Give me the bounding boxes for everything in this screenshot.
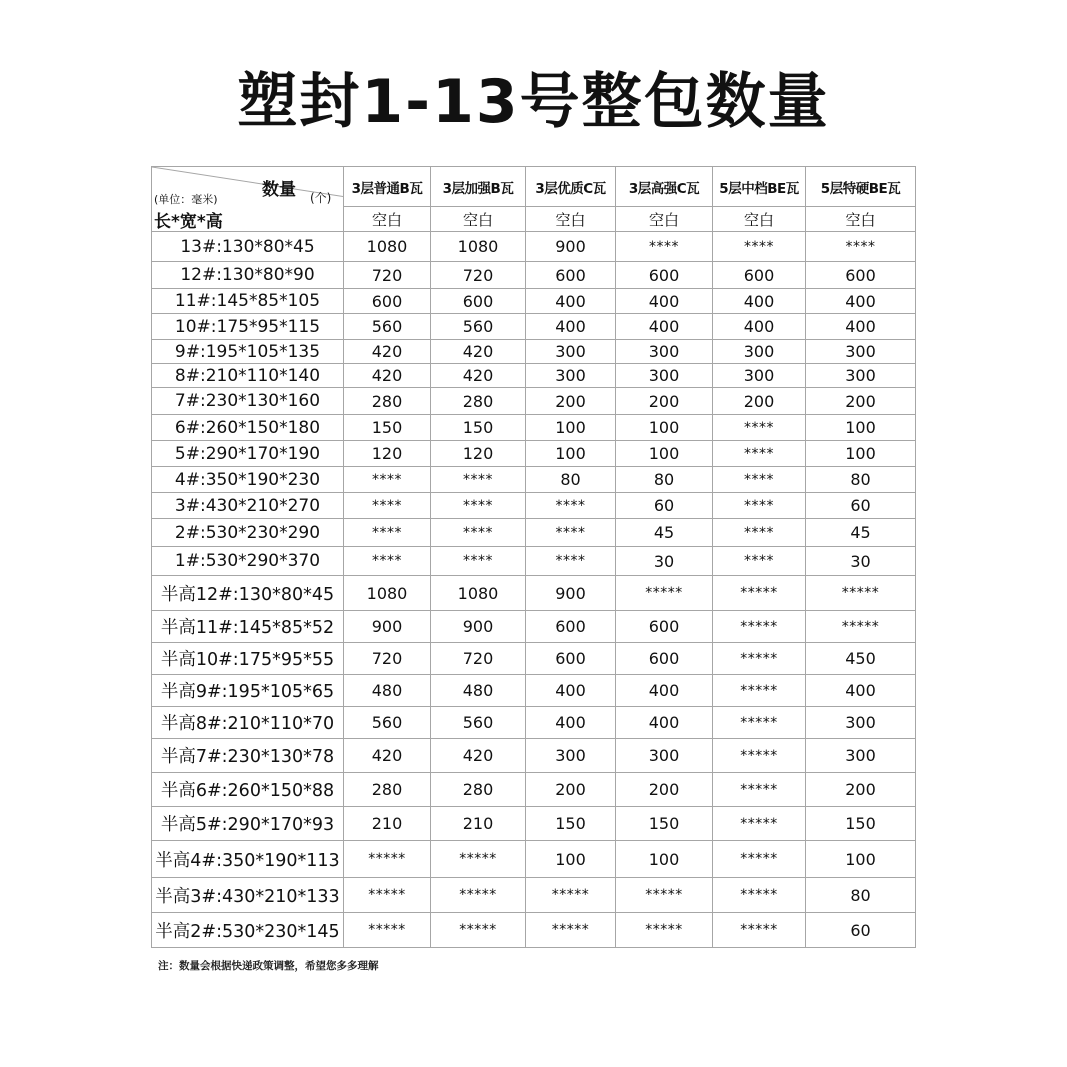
table-row: [152, 547, 916, 576]
quantity-cell: *****: [616, 576, 713, 611]
size-cell: 13#:130*80*45: [152, 232, 344, 262]
quantity-unit: (个): [310, 191, 332, 205]
quantity-cell: ****: [431, 547, 526, 576]
quantity-cell: 300: [616, 739, 713, 773]
quantity-cell: *****: [431, 841, 526, 878]
quantity-cell: *****: [713, 739, 806, 773]
quantity-cell: 100: [616, 415, 713, 441]
quantity-table: [151, 166, 916, 948]
size-cell: 4#:350*190*230: [152, 467, 344, 493]
quantity-cell: 80: [526, 467, 616, 493]
quantity-cell: 300: [526, 364, 616, 388]
size-cell: 半高12#:130*80*45: [152, 576, 344, 611]
quantity-cell: 400: [713, 314, 806, 340]
quantity-cell: 450: [806, 643, 916, 675]
quantity-cell: 45: [806, 519, 916, 547]
table-row: [152, 519, 916, 547]
quantity-cell: 400: [526, 289, 616, 314]
size-cell: 半高2#:530*230*145: [152, 913, 344, 948]
quantity-cell: 420: [431, 364, 526, 388]
quantity-cell: *****: [713, 707, 806, 739]
column-subheader: 空白: [713, 207, 806, 232]
quantity-cell: ****: [616, 232, 713, 262]
quantity-cell: ****: [713, 441, 806, 467]
quantity-cell: 200: [616, 773, 713, 807]
quantity-cell: 100: [526, 441, 616, 467]
quantity-cell: 300: [806, 340, 916, 364]
quantity-cell: 300: [526, 739, 616, 773]
quantity-cell: ****: [713, 232, 806, 262]
quantity-cell: 400: [526, 314, 616, 340]
quantity-cell: *****: [806, 576, 916, 611]
quantity-cell: 560: [344, 707, 431, 739]
quantity-cell: *****: [344, 841, 431, 878]
quantity-cell: *****: [526, 878, 616, 913]
quantity-cell: 300: [806, 739, 916, 773]
header-row: [152, 167, 916, 207]
quantity-cell: 900: [344, 611, 431, 643]
size-cell: 半高7#:230*130*78: [152, 739, 344, 773]
quantity-cell: 100: [526, 415, 616, 441]
quantity-cell: 600: [806, 262, 916, 289]
quantity-cell: 80: [806, 878, 916, 913]
quantity-cell: ****: [713, 519, 806, 547]
quantity-cell: 300: [713, 340, 806, 364]
quantity-cell: ****: [713, 547, 806, 576]
quantity-cell: 600: [616, 611, 713, 643]
quantity-cell: *****: [713, 878, 806, 913]
quantity-cell: 200: [526, 388, 616, 415]
quantity-cell: 600: [526, 643, 616, 675]
size-cell: 9#:195*105*135: [152, 340, 344, 364]
quantity-cell: ****: [431, 519, 526, 547]
quantity-cell: 400: [616, 314, 713, 340]
quantity-cell: 720: [431, 643, 526, 675]
table-row: [152, 878, 916, 913]
quantity-cell: 600: [344, 289, 431, 314]
quantity-cell: 150: [344, 415, 431, 441]
quantity-cell: 720: [344, 643, 431, 675]
dims-label: 长*宽*高: [154, 212, 223, 232]
table-row: [152, 467, 916, 493]
quantity-cell: *****: [713, 675, 806, 707]
size-cell: 7#:230*130*160: [152, 388, 344, 415]
quantity-cell: 600: [616, 262, 713, 289]
quantity-cell: 600: [526, 262, 616, 289]
quantity-cell: *****: [616, 913, 713, 948]
column-header: 3层高强C瓦: [616, 167, 713, 207]
quantity-cell: ****: [713, 467, 806, 493]
quantity-cell: *****: [713, 773, 806, 807]
table-row: [152, 611, 916, 643]
quantity-cell: 900: [526, 576, 616, 611]
table-row: [152, 415, 916, 441]
size-cell: 半高8#:210*110*70: [152, 707, 344, 739]
quantity-cell: 560: [431, 314, 526, 340]
quantity-cell: 60: [806, 913, 916, 948]
quantity-cell: 280: [431, 773, 526, 807]
size-cell: 2#:530*230*290: [152, 519, 344, 547]
quantity-cell: 1080: [344, 232, 431, 262]
table-row: [152, 441, 916, 467]
quantity-cell: 1080: [344, 576, 431, 611]
quantity-cell: ****: [526, 493, 616, 519]
quantity-cell: 100: [806, 841, 916, 878]
size-cell: 半高10#:175*95*55: [152, 643, 344, 675]
quantity-cell: 720: [431, 262, 526, 289]
quantity-cell: 900: [431, 611, 526, 643]
quantity-cell: 420: [431, 739, 526, 773]
column-header: 5层特硬BE瓦: [806, 167, 916, 207]
table-row: [152, 262, 916, 289]
quantity-cell: 480: [344, 675, 431, 707]
quantity-cell: 200: [713, 388, 806, 415]
quantity-cell: ****: [344, 547, 431, 576]
quantity-cell: *****: [713, 807, 806, 841]
size-cell: 10#:175*95*115: [152, 314, 344, 340]
table-row: [152, 913, 916, 948]
quantity-cell: 600: [431, 289, 526, 314]
quantity-cell: 1080: [431, 576, 526, 611]
quantity-cell: 600: [616, 643, 713, 675]
table-row: [152, 364, 916, 388]
quantity-cell: 210: [344, 807, 431, 841]
quantity-cell: 200: [806, 388, 916, 415]
quantity-cell: 300: [806, 364, 916, 388]
quantity-cell: ****: [344, 467, 431, 493]
quantity-cell: 60: [806, 493, 916, 519]
quantity-cell: ****: [431, 493, 526, 519]
quantity-cell: *****: [713, 643, 806, 675]
quantity-cell: ****: [713, 415, 806, 441]
size-cell: 8#:210*110*140: [152, 364, 344, 388]
table-row: [152, 232, 916, 262]
quantity-cell: 120: [431, 441, 526, 467]
table-row: [152, 643, 916, 675]
quantity-cell: *****: [713, 611, 806, 643]
quantity-cell: ****: [431, 467, 526, 493]
quantity-cell: *****: [344, 913, 431, 948]
quantity-cell: 100: [526, 841, 616, 878]
size-cell: 半高5#:290*170*93: [152, 807, 344, 841]
quantity-cell: 300: [616, 364, 713, 388]
quantity-cell: 120: [344, 441, 431, 467]
size-cell: 半高11#:145*85*52: [152, 611, 344, 643]
quantity-cell: 60: [616, 493, 713, 519]
quantity-cell: *****: [616, 878, 713, 913]
quantity-cell: 200: [616, 388, 713, 415]
quantity-cell: 420: [344, 739, 431, 773]
table-row: [152, 388, 916, 415]
size-cell: 半高4#:350*190*113: [152, 841, 344, 878]
quantity-cell: *****: [526, 913, 616, 948]
quantity-cell: 30: [616, 547, 713, 576]
table-row: [152, 493, 916, 519]
size-cell: 半高9#:195*105*65: [152, 675, 344, 707]
quantity-cell: 300: [616, 340, 713, 364]
quantity-cell: 300: [806, 707, 916, 739]
quantity-cell: 200: [806, 773, 916, 807]
quantity-cell: ****: [526, 519, 616, 547]
quantity-cell: 400: [806, 675, 916, 707]
unit-label: (单位：毫米): [154, 193, 218, 206]
quantity-cell: 100: [616, 841, 713, 878]
quantity-cell: 420: [344, 340, 431, 364]
size-cell: 1#:530*290*370: [152, 547, 344, 576]
quantity-cell: 400: [806, 314, 916, 340]
column-header: 3层加强B瓦: [431, 167, 526, 207]
quantity-cell: 150: [616, 807, 713, 841]
footnote: 注：数量会根据快递政策调整，希望您多多理解: [158, 960, 379, 972]
column-header: 3层普通B瓦: [344, 167, 431, 207]
quantity-cell: 300: [526, 340, 616, 364]
quantity-cell: 280: [431, 388, 526, 415]
size-cell: 半高3#:430*210*133: [152, 878, 344, 913]
quantity-cell: 210: [431, 807, 526, 841]
size-cell: 半高6#:260*150*88: [152, 773, 344, 807]
corner-cell: [152, 167, 344, 232]
size-cell: 11#:145*85*105: [152, 289, 344, 314]
quantity-cell: 300: [713, 364, 806, 388]
quantity-cell: 420: [431, 340, 526, 364]
quantity-cell: 900: [526, 232, 616, 262]
table-row: [152, 707, 916, 739]
column-subheader: 空白: [806, 207, 916, 232]
quantity-cell: 45: [616, 519, 713, 547]
page-title: 塑封1-13号整包数量: [237, 67, 830, 137]
table-row: [152, 841, 916, 878]
quantity-cell: ****: [344, 493, 431, 519]
size-cell: 5#:290*170*190: [152, 441, 344, 467]
size-cell: 12#:130*80*90: [152, 262, 344, 289]
quantity-cell: *****: [431, 878, 526, 913]
size-cell: 6#:260*150*180: [152, 415, 344, 441]
quantity-cell: ****: [526, 547, 616, 576]
table-row: [152, 314, 916, 340]
quantity-cell: 600: [526, 611, 616, 643]
quantity-cell: 80: [616, 467, 713, 493]
quantity-cell: 420: [344, 364, 431, 388]
quantity-cell: *****: [344, 878, 431, 913]
column-subheader: 空白: [431, 207, 526, 232]
quantity-cell: 720: [344, 262, 431, 289]
quantity-cell: 200: [526, 773, 616, 807]
table-row: [152, 807, 916, 841]
table-row: [152, 340, 916, 364]
quantity-cell: ****: [344, 519, 431, 547]
quantity-cell: 400: [616, 707, 713, 739]
size-cell: 3#:430*210*270: [152, 493, 344, 519]
quantity-cell: 100: [616, 441, 713, 467]
table-row: [152, 773, 916, 807]
quantity-cell: ****: [806, 232, 916, 262]
column-header: 5层中档BE瓦: [713, 167, 806, 207]
quantity-cell: 400: [616, 675, 713, 707]
quantity-cell: 100: [806, 441, 916, 467]
quantity-cell: *****: [713, 841, 806, 878]
quantity-cell: 1080: [431, 232, 526, 262]
quantity-cell: 150: [806, 807, 916, 841]
table-row: [152, 739, 916, 773]
quantity-cell: 400: [616, 289, 713, 314]
quantity-cell: 280: [344, 388, 431, 415]
quantity-cell: 480: [431, 675, 526, 707]
quantity-cell: 80: [806, 467, 916, 493]
table-row: [152, 675, 916, 707]
quantity-cell: 560: [431, 707, 526, 739]
quantity-cell: *****: [431, 913, 526, 948]
quantity-cell: 400: [806, 289, 916, 314]
quantity-cell: 30: [806, 547, 916, 576]
quantity-cell: 400: [713, 289, 806, 314]
quantity-cell: *****: [713, 576, 806, 611]
quantity-cell: 600: [713, 262, 806, 289]
table-row: [152, 576, 916, 611]
quantity-cell: *****: [713, 913, 806, 948]
quantity-label: 数量: [262, 180, 296, 200]
column-header: 3层优质C瓦: [526, 167, 616, 207]
column-subheader: 空白: [344, 207, 431, 232]
quantity-cell: 100: [806, 415, 916, 441]
table-row: [152, 289, 916, 314]
quantity-cell: 400: [526, 675, 616, 707]
quantity-cell: 150: [431, 415, 526, 441]
quantity-cell: ****: [713, 493, 806, 519]
column-subheader: 空白: [526, 207, 616, 232]
column-subheader: 空白: [616, 207, 713, 232]
quantity-cell: 400: [526, 707, 616, 739]
quantity-cell: 560: [344, 314, 431, 340]
quantity-cell: *****: [806, 611, 916, 643]
quantity-cell: 280: [344, 773, 431, 807]
quantity-cell: 150: [526, 807, 616, 841]
